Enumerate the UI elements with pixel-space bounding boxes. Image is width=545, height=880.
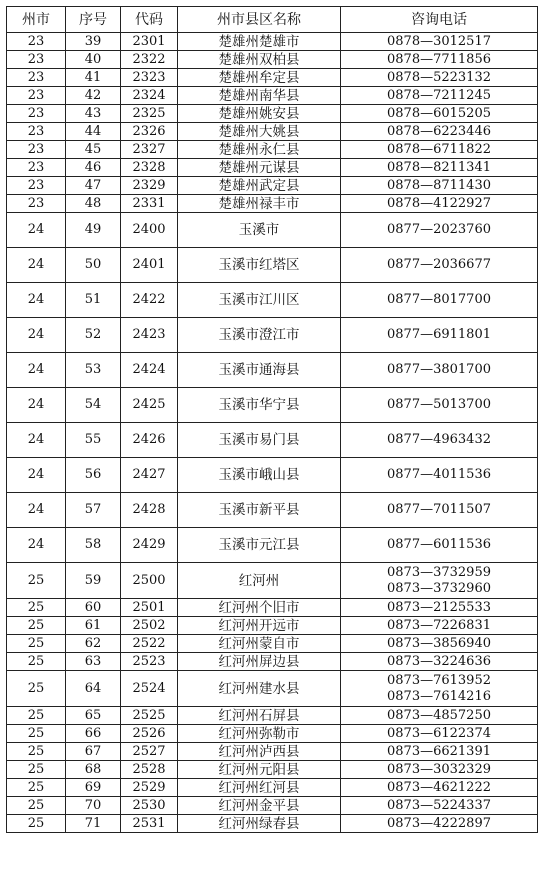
phone-number: 0878—8211341 (387, 159, 491, 175)
phone-number: 0878—5223132 (387, 69, 491, 85)
seq-cell: 60 (66, 599, 121, 617)
name-cell: 楚雄州姚安县 (178, 105, 341, 123)
code-cell: 2523 (121, 653, 178, 671)
prefecture-cell: 24 (7, 528, 66, 563)
table-row (7, 177, 538, 195)
phone-cell (341, 159, 538, 177)
seq-cell: 43 (66, 105, 121, 123)
table-header-row (7, 7, 538, 33)
header-name: 州市县区名称 (178, 7, 341, 33)
name-cell: 楚雄州元谋县 (178, 159, 341, 177)
phone-number: 0873—5224337 (387, 797, 491, 813)
phone-number: 0873—3856940 (387, 635, 491, 651)
phone-number: 0878—8711430 (387, 177, 491, 193)
header-code: 代码 (121, 7, 178, 33)
seq-cell: 41 (66, 69, 121, 87)
phone-cell (341, 725, 538, 743)
name-cell: 楚雄州楚雄市 (178, 33, 341, 51)
name-cell: 玉溪市澄江市 (178, 318, 341, 353)
phone-number: 0877—8017700 (387, 292, 491, 307)
code-cell: 2323 (121, 69, 178, 87)
phone-cell (341, 653, 538, 671)
name-cell: 楚雄州南华县 (178, 87, 341, 105)
prefecture-cell: 23 (7, 159, 66, 177)
name-cell: 楚雄州双柏县 (178, 51, 341, 69)
prefecture-cell: 25 (7, 635, 66, 653)
phone-cell (341, 779, 538, 797)
code-cell: 2531 (121, 815, 178, 833)
phone-cell (341, 635, 538, 653)
table-row (7, 671, 538, 707)
seq-cell: 56 (66, 458, 121, 493)
table-row (7, 528, 538, 563)
phone-cell (341, 283, 538, 318)
prefecture-cell: 25 (7, 743, 66, 761)
prefecture-cell: 24 (7, 423, 66, 458)
table-row (7, 318, 538, 353)
prefecture-cell: 25 (7, 779, 66, 797)
phone-number: 0878—7211245 (387, 87, 491, 103)
phone-cell (341, 248, 538, 283)
table-row (7, 213, 538, 248)
phone-cell (341, 141, 538, 159)
prefecture-cell: 25 (7, 653, 66, 671)
phone-cell (341, 388, 538, 423)
phone-number: 0873—7226831 (387, 617, 491, 633)
phone-number: 0873—4857250 (387, 707, 491, 723)
code-cell: 2401 (121, 248, 178, 283)
code-cell: 2527 (121, 743, 178, 761)
table-row (7, 141, 538, 159)
phone-number: 0878—7711856 (387, 51, 491, 67)
seq-cell: 42 (66, 87, 121, 105)
phone-number: 0873—7614216 (387, 688, 491, 704)
code-cell: 2324 (121, 87, 178, 105)
seq-cell: 57 (66, 493, 121, 528)
table-row (7, 123, 538, 141)
name-cell: 红河州建水县 (178, 671, 341, 707)
table-row (7, 707, 538, 725)
name-cell: 玉溪市峨山县 (178, 458, 341, 493)
table-row (7, 388, 538, 423)
header-prefecture: 州市 (7, 7, 66, 33)
seq-cell: 44 (66, 123, 121, 141)
code-cell: 2326 (121, 123, 178, 141)
code-cell: 2329 (121, 177, 178, 195)
code-cell: 2528 (121, 761, 178, 779)
prefecture-cell: 25 (7, 797, 66, 815)
phone-cell (341, 458, 538, 493)
phone-cell (341, 33, 538, 51)
phone-number: 0873—2125533 (387, 599, 491, 615)
prefecture-cell: 24 (7, 388, 66, 423)
phone-number: 0873—3032329 (387, 761, 491, 777)
name-cell: 红河州开远市 (178, 617, 341, 635)
phone-number: 0877—5013700 (387, 397, 491, 412)
name-cell: 红河州屏边县 (178, 653, 341, 671)
table-row (7, 159, 538, 177)
prefecture-cell: 23 (7, 69, 66, 87)
name-cell: 红河州元阳县 (178, 761, 341, 779)
prefecture-cell: 23 (7, 123, 66, 141)
name-cell: 红河州蒙自市 (178, 635, 341, 653)
seq-cell: 67 (66, 743, 121, 761)
prefecture-cell: 24 (7, 458, 66, 493)
phone-cell (341, 213, 538, 248)
phone-cell (341, 743, 538, 761)
phone-cell (341, 815, 538, 833)
seq-cell: 64 (66, 671, 121, 707)
code-cell: 2525 (121, 707, 178, 725)
seq-cell: 52 (66, 318, 121, 353)
seq-cell: 39 (66, 33, 121, 51)
table-row (7, 493, 538, 528)
table-row (7, 779, 538, 797)
name-cell: 红河州石屏县 (178, 707, 341, 725)
seq-cell: 47 (66, 177, 121, 195)
name-cell: 玉溪市 (178, 213, 341, 248)
name-cell: 红河州 (178, 563, 341, 599)
seq-cell: 71 (66, 815, 121, 833)
name-cell: 玉溪市新平县 (178, 493, 341, 528)
phone-number: 0877—2023760 (387, 222, 491, 237)
table-row (7, 635, 538, 653)
prefecture-cell: 25 (7, 815, 66, 833)
phone-cell (341, 797, 538, 815)
phone-number: 0877—6011536 (387, 537, 491, 552)
phone-cell (341, 528, 538, 563)
name-cell: 玉溪市江川区 (178, 283, 341, 318)
table-row (7, 283, 538, 318)
phone-cell (341, 353, 538, 388)
code-cell: 2327 (121, 141, 178, 159)
name-cell: 红河州绿春县 (178, 815, 341, 833)
name-cell: 楚雄州永仁县 (178, 141, 341, 159)
code-cell: 2423 (121, 318, 178, 353)
seq-cell: 53 (66, 353, 121, 388)
prefecture-cell: 25 (7, 725, 66, 743)
seq-cell: 40 (66, 51, 121, 69)
name-cell: 玉溪市通海县 (178, 353, 341, 388)
phone-number: 0878—6223446 (387, 123, 491, 139)
prefecture-cell: 24 (7, 493, 66, 528)
table-row (7, 617, 538, 635)
table-row (7, 761, 538, 779)
code-cell: 2328 (121, 159, 178, 177)
phone-number: 0873—4621222 (387, 779, 491, 795)
table-body (7, 33, 538, 833)
table-row (7, 51, 538, 69)
name-cell: 玉溪市华宁县 (178, 388, 341, 423)
table-row (7, 563, 538, 599)
seq-cell: 50 (66, 248, 121, 283)
name-cell: 红河州红河县 (178, 779, 341, 797)
prefecture-cell: 23 (7, 87, 66, 105)
phone-number: 0877—2036677 (387, 257, 491, 272)
phone-number: 0873—3224636 (387, 653, 491, 669)
phone-number: 0873—3732960 (387, 580, 491, 596)
prefecture-cell: 25 (7, 563, 66, 599)
name-cell: 楚雄州禄丰市 (178, 195, 341, 213)
phone-number: 0877—7011507 (387, 502, 491, 517)
contact-table (6, 6, 538, 833)
seq-cell: 69 (66, 779, 121, 797)
code-cell: 2501 (121, 599, 178, 617)
phone-cell (341, 493, 538, 528)
prefecture-cell: 25 (7, 671, 66, 707)
table-row (7, 815, 538, 833)
phone-cell (341, 69, 538, 87)
name-cell: 红河州金平县 (178, 797, 341, 815)
phone-number: 0873—6122374 (387, 725, 491, 741)
prefecture-cell: 24 (7, 283, 66, 318)
prefecture-cell: 23 (7, 51, 66, 69)
name-cell: 楚雄州大姚县 (178, 123, 341, 141)
name-cell: 玉溪市红塔区 (178, 248, 341, 283)
phone-cell (341, 563, 538, 599)
code-cell: 2322 (121, 51, 178, 69)
seq-cell: 68 (66, 761, 121, 779)
name-cell: 楚雄州牟定县 (178, 69, 341, 87)
prefecture-cell: 25 (7, 617, 66, 635)
phone-number: 0878—6015205 (387, 105, 491, 121)
table-row (7, 653, 538, 671)
prefecture-cell: 24 (7, 353, 66, 388)
table-row (7, 797, 538, 815)
name-cell: 玉溪市元江县 (178, 528, 341, 563)
document-page (6, 6, 538, 833)
phone-cell (341, 87, 538, 105)
seq-cell: 66 (66, 725, 121, 743)
code-cell: 2526 (121, 725, 178, 743)
prefecture-cell: 25 (7, 599, 66, 617)
seq-cell: 70 (66, 797, 121, 815)
phone-cell (341, 617, 538, 635)
phone-number: 0873—7613952 (387, 672, 491, 688)
name-cell: 红河州个旧市 (178, 599, 341, 617)
table-row (7, 195, 538, 213)
seq-cell: 63 (66, 653, 121, 671)
phone-cell (341, 123, 538, 141)
code-cell: 2400 (121, 213, 178, 248)
seq-cell: 46 (66, 159, 121, 177)
seq-cell: 48 (66, 195, 121, 213)
code-cell: 2524 (121, 671, 178, 707)
code-cell: 2522 (121, 635, 178, 653)
seq-cell: 61 (66, 617, 121, 635)
code-cell: 2422 (121, 283, 178, 318)
code-cell: 2427 (121, 458, 178, 493)
name-cell: 玉溪市易门县 (178, 423, 341, 458)
code-cell: 2500 (121, 563, 178, 599)
phone-cell (341, 761, 538, 779)
phone-cell (341, 423, 538, 458)
header-seq: 序号 (66, 7, 121, 33)
name-cell: 红河州泸西县 (178, 743, 341, 761)
phone-number: 0873—4222897 (387, 815, 491, 831)
phone-cell (341, 671, 538, 707)
prefecture-cell: 25 (7, 761, 66, 779)
phone-number: 0873—6621391 (387, 743, 491, 759)
phone-number: 0877—3801700 (387, 362, 491, 377)
table-row (7, 725, 538, 743)
code-cell: 2530 (121, 797, 178, 815)
code-cell: 2502 (121, 617, 178, 635)
code-cell: 2325 (121, 105, 178, 123)
phone-cell (341, 707, 538, 725)
table-row (7, 743, 538, 761)
seq-cell: 62 (66, 635, 121, 653)
seq-cell: 54 (66, 388, 121, 423)
seq-cell: 49 (66, 213, 121, 248)
code-cell: 2425 (121, 388, 178, 423)
prefecture-cell: 24 (7, 213, 66, 248)
phone-cell (341, 195, 538, 213)
prefecture-cell: 23 (7, 177, 66, 195)
phone-cell (341, 318, 538, 353)
code-cell: 2301 (121, 33, 178, 51)
phone-cell (341, 599, 538, 617)
table-row (7, 353, 538, 388)
code-cell: 2529 (121, 779, 178, 797)
prefecture-cell: 23 (7, 141, 66, 159)
phone-number: 0878—6711822 (387, 141, 491, 157)
phone-cell (341, 177, 538, 195)
seq-cell: 58 (66, 528, 121, 563)
phone-number: 0877—4011536 (387, 467, 491, 482)
phone-number: 0873—3732959 (387, 564, 491, 580)
prefecture-cell: 24 (7, 248, 66, 283)
prefecture-cell: 25 (7, 707, 66, 725)
seq-cell: 45 (66, 141, 121, 159)
table-row (7, 599, 538, 617)
name-cell: 红河州弥勒市 (178, 725, 341, 743)
seq-cell: 65 (66, 707, 121, 725)
name-cell: 楚雄州武定县 (178, 177, 341, 195)
prefecture-cell: 23 (7, 105, 66, 123)
table-row (7, 248, 538, 283)
table-row (7, 69, 538, 87)
phone-number: 0878—4122927 (387, 195, 491, 211)
code-cell: 2429 (121, 528, 178, 563)
phone-number: 0878—3012517 (387, 33, 491, 49)
header-phone: 咨询电话 (341, 7, 538, 33)
table-row (7, 33, 538, 51)
table-row (7, 423, 538, 458)
phone-cell (341, 105, 538, 123)
phone-number: 0877—4963432 (387, 432, 491, 447)
prefecture-cell: 23 (7, 33, 66, 51)
prefecture-cell: 24 (7, 318, 66, 353)
table-row (7, 105, 538, 123)
prefecture-cell: 23 (7, 195, 66, 213)
code-cell: 2426 (121, 423, 178, 458)
table-row (7, 458, 538, 493)
seq-cell: 59 (66, 563, 121, 599)
phone-cell (341, 51, 538, 69)
code-cell: 2424 (121, 353, 178, 388)
seq-cell: 55 (66, 423, 121, 458)
phone-number: 0877—6911801 (387, 327, 491, 342)
code-cell: 2331 (121, 195, 178, 213)
seq-cell: 51 (66, 283, 121, 318)
code-cell: 2428 (121, 493, 178, 528)
table-row (7, 87, 538, 105)
